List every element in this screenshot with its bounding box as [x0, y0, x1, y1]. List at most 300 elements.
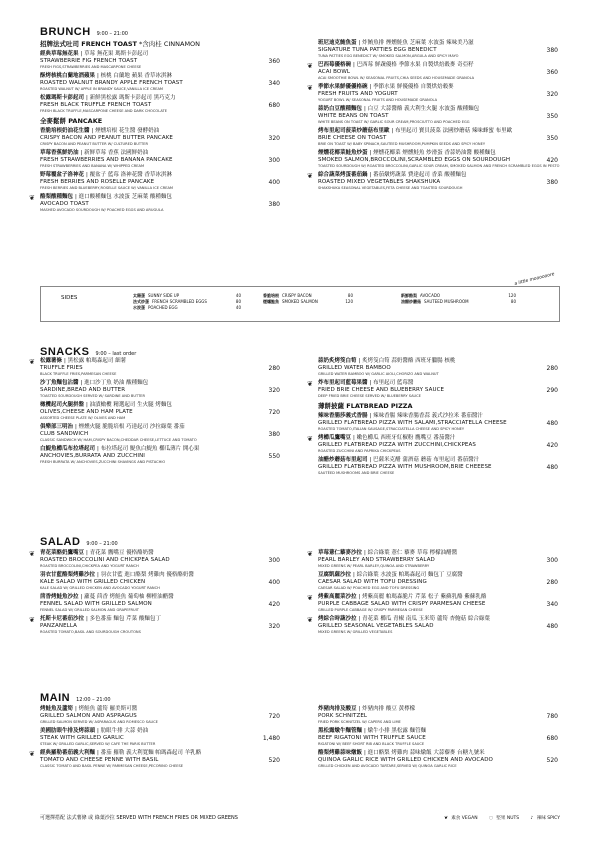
item-price: 380 — [546, 47, 558, 54]
item-desc-en: CRISPY BACON AND PEANUT BUTTER W/ CULTURED BUTTER — [40, 142, 148, 146]
side-item — [133, 305, 241, 311]
item-desc-en: SAUTÉED MUSHROOMS AND BRIE CHEESE — [318, 471, 395, 475]
menu-item — [318, 750, 558, 769]
item-price: 400 — [268, 579, 280, 586]
item-name-zh — [40, 750, 280, 757]
item-name-en: WHITE BEANS ON TOAST — [318, 113, 389, 119]
brunch-header — [40, 20, 128, 39]
item-name-en: CRISPY BACON AND PEANUT BUTTER PANCAKE — [40, 135, 174, 141]
item-name-zh — [40, 550, 280, 557]
item-name-zh — [318, 706, 558, 713]
item-name-en: CAESAR SALAD WITH TOFU DRESSING — [318, 579, 427, 585]
menu-item — [40, 51, 280, 70]
menu-item — [29, 550, 280, 569]
item-name-zh-main: 野莓覆盆子洛神花 — [40, 172, 85, 178]
item-desc-en: BRIE ON TOAST W/ BABY SPINACH,SAUTEED MUSHROOM,PUMPKIN SEEDS AND SPICY HONEY — [318, 142, 486, 146]
item-desc-en: MIXED GREENS W/ PEARL BARLEY,QUINOA AND STRAWBERRY — [318, 564, 430, 568]
item-name-zh-main: 全麥鬆餅 PANCAKE — [40, 117, 103, 125]
legend-spicy: 辣味 SPICY — [536, 816, 560, 821]
item-desc-en: BLACK TRUFFLE FRIES,PARMESAN CHEESE — [40, 372, 117, 376]
item-desc-zh: | 嫩色櫛瓜 西班牙紅椒粉 鷹嘴豆 番茄醬汁 — [353, 435, 456, 441]
side-name-en: SUNNY SIDE UP — [148, 293, 180, 298]
item-name-zh — [40, 51, 280, 58]
menu-item — [29, 750, 280, 769]
item-desc-en: ROASTED WALNUT W/ APPLE IN BRANDY SAUCE,VANILLA ICE CREAM — [40, 87, 164, 91]
snacks-time: 9:00 – last order — [95, 351, 137, 357]
item-name-zh-main: 烤鮭魚及蘆筍 — [40, 706, 74, 712]
item-name-zh-main: 酪梨酸種麵包 — [40, 194, 74, 200]
item-name-zh-main: 茴香烤鮭魚沙拉 — [40, 594, 79, 600]
item-name-zh — [40, 706, 280, 713]
item-desc-zh: | 炸鮪魚排 煙燻鮭魚 芝麻葉 水波蛋 辣味美乃滋 — [358, 40, 474, 46]
item-desc-zh: | 黑松露 帕瑪森起司 細薯 — [64, 358, 127, 364]
item-name-en: STRAWBERRIE FIG FRENCH TOAST — [40, 58, 138, 64]
item-name-zh-main: 薄餅披薩 FLATBREAD PIZZA — [318, 402, 413, 410]
item-name-zh-main: 季節水果鮮優優格碗 — [318, 84, 368, 90]
item-name-en: TOMATO AND CHEESE PENNE WITH BASIL — [40, 757, 159, 763]
leaf-icon: ❦ — [307, 62, 313, 70]
item-name-en: GRILLED WATER BAMBOO — [318, 365, 391, 371]
item-price: 280 — [268, 365, 280, 372]
leaf-icon: ❦ — [444, 816, 448, 821]
side-name-en: AVOCADO — [420, 293, 441, 298]
item-desc-zh: | 布里起司 寶貝菠菜 法國炒蘑菇 辣味蜂蜜 布里歐 — [391, 128, 513, 134]
item-desc-en: TOASTED SOURDOUGH SERVED W/ SARDINE AND BUTTER — [40, 394, 146, 398]
item-name-zh-main: 綜合蔬菜烤蛋番茄鍋 — [318, 172, 368, 178]
item-price: 1,480 — [262, 735, 280, 742]
side-price: 120 — [508, 293, 516, 298]
item-name-en: TRUFFLE FRIES — [40, 365, 83, 371]
item-price: 280 — [546, 365, 558, 372]
item-name-zh-main: 烤綜合時蔬沙拉 — [318, 616, 357, 622]
item-price: 320 — [268, 387, 280, 394]
item-name-zh-main: 托斯卡尼番茄沙拉 — [40, 616, 85, 622]
item-name-en: KALE SALAD WITH GRILLED CHICKEN — [40, 579, 146, 585]
item-price: 420 — [268, 601, 280, 608]
menu-item — [318, 402, 558, 411]
item-name-zh — [40, 402, 280, 409]
item-name-en: SMOKED SALMON,BROCCOLINI,SCRAMBLED EGGS ON SOURDOUGH — [318, 157, 511, 163]
item-price: 420 — [546, 157, 558, 164]
item-desc-en: ROASTED TOMATO,BASIL AND SOURDOUGH CROUTONS — [40, 630, 141, 634]
item-name-zh — [40, 380, 280, 387]
item-desc-en: GRILLED PURPLE CABBAGE W/ CRISPY PARMESAN CHEESE — [318, 608, 423, 612]
item-desc-en: TUNA PATTIES EGG BENEDICT W/ SMOKED SALMON,ARGULA AND SPICY MAYO — [318, 54, 459, 58]
leaf-icon: ❦ — [307, 594, 313, 602]
item-desc-zh: | 巴薩米克醋 蒲酒菇 蘑菇 布里起司 番茄醬汁 — [369, 457, 480, 463]
side-name-en: SMOKED SALMON — [282, 299, 318, 304]
menu-item — [40, 172, 280, 191]
leaf-icon: ❦ — [29, 750, 35, 758]
item-desc-en: MIXED GREENS W/ GRILLED VEGETABLES — [318, 630, 393, 634]
item-price: 350 — [546, 135, 558, 142]
item-desc-en: ACAI SMOOTHIE BOWL W/ SEASONAL FRUITS,CHIA SEEDS AND HOUSEMADE GRANOLA — [318, 76, 475, 80]
item-desc-zh: *含肉桂 CINNAMON — [139, 40, 201, 48]
item-name-en: PEARL BARLEY AND STRAWBERRY SALAD — [318, 557, 435, 563]
item-price: 480 — [546, 623, 558, 630]
snacks-title: SNACKS — [40, 346, 90, 358]
item-desc-en: SHAKSHUKA SEASONAL VEGETABLES,FETA CHEESE AND TOASTED SOURDOUGH — [318, 186, 463, 190]
item-name-zh — [40, 40, 280, 49]
brunch-title: BRUNCH — [40, 26, 91, 38]
item-name-zh — [40, 572, 280, 579]
item-desc-en: MASHED AVOCADO SOURDOUGH W/ POACHED EGGS AND ARUGULA — [40, 208, 164, 212]
item-name-zh — [318, 750, 558, 757]
item-price: 380 — [546, 179, 558, 186]
leaf-icon: ❦ — [307, 84, 313, 92]
item-desc-en: ROASTED ZUCCHINI AND PAPRIKA CHICKPEAS — [318, 449, 401, 453]
item-name-zh-main: 草莓香蕉鮮奶油 — [40, 150, 79, 156]
item-desc-zh: | 季節水果 鮮優優格 自製烘焙穀麥 — [369, 84, 454, 90]
item-name-en: GRILLED FLATBREAD PIZZA WITH ZUCCHINI,CHICKPEAS — [318, 442, 476, 448]
item-price: 420 — [546, 442, 558, 449]
menu-item — [40, 150, 280, 169]
item-desc-zh: | 白豆 大蒜醬酪 義大利生火腿 水波蛋 酸種麵包 — [364, 106, 480, 112]
leaf-icon: ❦ — [29, 616, 35, 624]
item-name-zh — [318, 572, 558, 579]
item-name-zh-main: 班尼迪克鮪魚蛋 — [318, 40, 357, 46]
brunch-time: 9:00 – 21:00 — [96, 31, 128, 37]
item-name-zh-main: 蒜奶炙烤筊白筍 — [318, 358, 357, 364]
side-name-zh: 水波蛋 — [133, 305, 145, 310]
leaf-icon: ❦ — [29, 358, 35, 366]
leaf-icon: ❦ — [307, 380, 313, 388]
item-price: 480 — [546, 464, 558, 471]
item-desc-en: FRESH BLACK TRUFFLE,MASCARPONE CHEESE AND DARK CHOCOLATE — [40, 109, 167, 113]
item-name-zh-main: 酥烤核桃白蘭地酒蘋果 — [40, 73, 96, 79]
menu-item — [40, 73, 280, 92]
item-name-zh — [40, 194, 280, 201]
item-name-en: PURPLE CABBAGE SALAD WITH CRISPY PARMESAN CHEESE — [318, 601, 486, 607]
item-name-zh-main: 豆腐凱薩沙拉 — [318, 572, 352, 578]
item-name-zh-main: 經典草莓無花果 — [40, 51, 79, 57]
item-desc-zh: | 新鮮黑松露 瑪斯卡彭起司 黑巧克力 — [86, 95, 176, 101]
menu-item — [318, 150, 558, 169]
item-desc-en: FRIED PORK SCHNITZEL W/ CAPERS AND LIME — [318, 720, 401, 724]
item-name-en: AVOCADO TOAST — [40, 201, 89, 207]
menu-item — [29, 194, 280, 213]
item-price: 300 — [268, 557, 280, 564]
item-name-zh — [40, 117, 280, 126]
item-name-zh-main: 煙燻花椰菜鮭魚炒蛋 — [318, 150, 368, 156]
side-price: 120 — [345, 299, 353, 304]
item-name-en: SARDINE,BREAD AND BUTTER — [40, 387, 126, 393]
item-desc-en: TOASTED SOURDOUGH W/ ROASTED BROCCOLINI,GARLIC SOUR CREAM, SMOKED SALMON AND FRENCH SCRAMBLED EGGS IN PESTO — [318, 164, 560, 168]
item-desc-en: FRESH FIGS,STRAWBERRIES AND MASCARPONE CHEESE — [40, 65, 142, 69]
item-price: 520 — [546, 757, 558, 764]
item-name-zh-main: 烤紫高麗菜沙拉 — [318, 594, 357, 600]
item-desc-zh: | 肋眼牛排 大蒜 奶油 — [97, 728, 149, 734]
item-desc-en: ASSORTED CHEESE PLATE W/ OLIVES AND HAM — [40, 416, 126, 420]
item-name-en: SIGNATURE TUNA PATTIES EGG BENEDICT — [318, 47, 437, 53]
item-desc-zh: | 燉牛小排 黑松露 麵管麵 — [364, 728, 427, 734]
salad-title: SALAD — [40, 536, 81, 548]
item-desc-en: KALE SALAD W/ GRILLED CHICKEN AND AVOCADO YOGURT RANCH — [40, 586, 160, 590]
item-price: 340 — [268, 80, 280, 87]
item-name-en: ROASTED MIXED VEGETABLES SHAKSHUKA — [318, 179, 441, 185]
item-name-zh — [318, 413, 558, 420]
item-name-zh-main: 酪梨烤雞蒜味燉飯 — [318, 750, 363, 756]
item-desc-zh: | 布里起司 藍莓醬 — [369, 380, 414, 386]
item-name-zh-main: 油醋炒蘑菇布里起司 — [318, 457, 368, 463]
sides-box — [40, 272, 560, 322]
item-name-zh — [40, 172, 280, 179]
item-name-en: FRESH BERRIES AND ROSELLE PANCAKE — [40, 179, 155, 185]
item-desc-zh: | 烤紫高麗 帕瑪森脆片 芹菜 松子 紫蘇乳酪 紫蘇乳酪 — [358, 594, 487, 600]
menu-item — [307, 616, 558, 635]
item-name-zh — [318, 358, 558, 365]
menu-item — [40, 128, 280, 147]
item-name-en: ROASTED WALNUT BRANDY APPLE FRENCH TOAST — [40, 80, 183, 86]
menu-item — [307, 435, 558, 454]
side-name-en: POACHED EGG — [148, 305, 178, 310]
item-name-zh-main: 美國肋眼牛排及烤蒜頭 — [40, 728, 96, 734]
item-desc-zh: | 煙燻火腿 脆脆培根 巧達起司 沙拉綠葉 番茄 — [75, 424, 185, 430]
item-desc-zh: | 綜合綠葉 薏仁 藜麥 草莓 檸檬油醋醬 — [364, 550, 458, 556]
side-item — [401, 299, 516, 305]
side-name-zh: 油醋炒蘑菇 — [401, 299, 421, 304]
menu-item — [40, 572, 280, 591]
item-name-en: ROASTED BROCCOLINI AND CHICKPEA SALAD — [40, 557, 170, 563]
item-desc-zh: | 青花菜 鷹嘴豆 優格酪奶醬 — [86, 550, 154, 556]
item-desc-zh: | 蘿蔓 茴香 烤鮭魚 葡萄柚 柳橙油醋醬 — [80, 594, 174, 600]
item-name-en: GRILLED SEASONAL VEGETABLES SALAD — [318, 623, 434, 629]
snacks-left-col — [29, 358, 280, 468]
item-name-zh — [40, 95, 280, 102]
item-name-zh — [40, 150, 280, 157]
item-name-zh — [40, 594, 280, 601]
item-name-en: PANZANELLA — [40, 623, 77, 629]
item-price: 360 — [268, 58, 280, 65]
item-name-zh-main: 松露瑪斯卡彭起司 — [40, 95, 85, 101]
item-desc-en: FRESH BERRIES AND BLUEBERRY,ROSELLE SAUCE W/ VANILLA ICE CREAM — [40, 186, 174, 190]
menu-item — [318, 106, 558, 125]
item-price: 780 — [546, 713, 558, 720]
menu-item — [318, 572, 558, 591]
menu-item — [307, 172, 558, 191]
item-price: 550 — [268, 453, 280, 460]
item-price: 680 — [546, 735, 558, 742]
item-desc-zh: | 綜合綠葉 水波蛋 帕瑪森起司 麵包丁 豆腐醬 — [353, 572, 463, 578]
footer-note: 可選擇搭配 法式薯條 或 綠葉沙拉 SERVED WITH FRENCH FRIES OR MIXED GREENS — [40, 815, 238, 821]
menu-item — [40, 95, 280, 114]
item-desc-en: RIGATONI W/ BEEF SHORT RIB AND BLACK TRUFFLE SAUCE — [318, 742, 425, 746]
item-price: 320 — [546, 91, 558, 98]
item-name-zh-main: 巴西莓優格碗 — [318, 62, 352, 68]
side-price: 40 — [235, 293, 241, 298]
item-desc-en: YOGURT BOWL W/ SEASONAL FRUITS AND HOUSEMADE GRANOLA — [318, 98, 438, 102]
item-price: 680 — [268, 102, 280, 109]
main-right-col — [318, 706, 558, 772]
item-name-zh — [318, 435, 558, 442]
item-name-zh-main: 草莓薏仁藜麥沙拉 — [318, 550, 363, 556]
snacks-right-col — [307, 358, 558, 479]
legend — [434, 815, 560, 821]
item-desc-zh: | 辣味香腸 辣味香腸香蒜 義式沙拉米 番茄醬汁 — [369, 413, 483, 419]
menu-item — [318, 457, 558, 476]
item-desc-en: STEAK W/ GRILLED GARLIC,SERVED W/ CAFE THE PARIS BUTTER — [40, 742, 156, 746]
item-name-zh-main: 辣味香腸莎義式香腸 — [318, 413, 368, 419]
menu-item — [307, 594, 558, 613]
item-price: 300 — [546, 557, 558, 564]
menu-item — [307, 550, 558, 569]
item-name-zh — [318, 106, 558, 113]
main-header — [40, 686, 111, 705]
sides-col-1 — [133, 293, 241, 311]
salad-left-col — [29, 550, 280, 638]
item-price: 340 — [546, 601, 558, 608]
leaf-icon: ❦ — [307, 172, 313, 180]
item-name-zh — [40, 424, 280, 431]
item-name-zh — [318, 172, 558, 179]
item-name-zh — [318, 457, 558, 464]
item-name-zh-main: 松露薯條 — [40, 358, 63, 364]
item-name-en: QUINOA GARLIC RICE WITH GRILLED CHICKEN AND AVOCADO — [318, 757, 493, 763]
item-desc-zh: | 番茄 羅勒 義大利寬麵 帕瑪森起司 羊乳酪 — [97, 750, 202, 756]
item-name-zh — [318, 150, 558, 157]
main-time: 12:00 – 21:00 — [76, 697, 111, 703]
item-desc-zh: | 核桃 白蘭地 蘋果 香草冰淇淋 — [97, 73, 172, 79]
item-desc-en: GRILLED WATER BAMBOO W/ GARLIC AIOLI,CHORIZO AND WALNUT — [318, 372, 439, 376]
side-price: 80 — [235, 299, 241, 304]
item-name-zh — [40, 73, 280, 80]
menu-item — [318, 706, 558, 725]
legend-vegan: 素食 VEGAN — [451, 816, 478, 821]
legend-nuts: 堅果 NUTS — [496, 816, 520, 821]
item-name-zh — [318, 550, 558, 557]
sides-col-3 — [401, 293, 516, 305]
leaf-icon: ❦ — [29, 194, 35, 202]
item-name-en: FRIED BRIE CHEESE AND BLUEBERRY SAUCE — [318, 387, 445, 393]
item-desc-zh: | 巴西莓 鮮蔬優格 季節水果 自製烘焙穀麥 奇亞籽 — [353, 62, 474, 68]
item-name-zh — [318, 728, 558, 735]
item-desc-en: FENNEL SALAD W/ GRILLED SALMON AND GRAPEFRUIT — [40, 608, 139, 612]
item-name-zh — [318, 616, 558, 623]
snacks-header — [40, 340, 136, 359]
side-name-zh: 太陽蛋 — [133, 293, 145, 298]
item-desc-zh: | 煙燻花椰菜 煙燻鮭魚 炒滑蛋 香蒜奶油醬 酸種麵包 — [369, 150, 496, 156]
menu-item — [40, 402, 280, 421]
sides-title: SIDES — [61, 295, 78, 301]
salad-time: 9:00 – 21:00 — [86, 541, 118, 547]
menu-item — [307, 62, 558, 81]
item-desc-zh: | 進口酪梨 烤雞肉 蒜味燉飯 大蒜藜麥 台糖九號米 — [364, 750, 485, 756]
menu-item — [318, 413, 558, 432]
item-desc-en: CLASSIC TOMATO AND BASIL PENNE W/ PARMESAN CHEESE,PECORINO CHEESE — [40, 764, 184, 768]
item-name-zh — [40, 616, 280, 623]
item-desc-en: DEEP FRIED BRIE CHEESE SERVED W/ BLUEBERRY SAUCE — [318, 394, 421, 398]
menu-item — [40, 40, 280, 49]
item-desc-en: FRESH BURRATA W/ ANCHOVIES,ZUCCHINI SHAVINGS AND PISTACHIO — [40, 460, 166, 464]
brunch-left-col — [29, 40, 280, 216]
menu-item — [307, 380, 558, 399]
menu-item — [29, 358, 280, 377]
item-name-en: FRESH BLACK TRUFFLE FRENCH TOAST — [40, 102, 152, 108]
leaf-icon: ❦ — [307, 550, 313, 558]
item-name-zh-main: 招牌法式吐司 FRENCH TOAST — [40, 40, 137, 48]
item-desc-zh: | 草莓 無花果 瑪斯卡彭起司 — [80, 51, 149, 57]
menu-item — [29, 616, 280, 635]
sides-col-2 — [263, 293, 353, 305]
item-name-en: BEEF RIGATONI WITH TRUFFLE SAUCE — [318, 735, 426, 741]
side-name-zh: 新鮮酪梨 — [401, 293, 417, 298]
side-name-zh: 煙燻鮭魚 — [263, 299, 279, 304]
item-desc-zh: | 進口沙丁魚 奶油 酸種麵包 — [80, 380, 149, 386]
item-price: 400 — [268, 179, 280, 186]
item-name-zh-main: 白鯷魚櫛瓜布拉塔起司 — [40, 446, 96, 452]
item-desc-zh: | 布拉塔起司 鯷魚白鯷魚 櫛瓜薄片 開心果 — [97, 446, 200, 452]
item-desc-zh: | 羽衣甘藍 進口酪梨 烤雞肉 優格酪奶醬 — [97, 572, 194, 578]
item-price: 360 — [546, 69, 558, 76]
side-name-en: FRENCH SCRAMBLED EGGS — [152, 299, 207, 304]
side-price: 40 — [235, 305, 241, 310]
item-name-zh — [318, 402, 558, 411]
salad-header — [40, 530, 118, 549]
item-desc-en: CAESAR SALAD W/ POACHED EGG AND TOFU DRESSING — [318, 586, 420, 590]
item-name-en: CLUB SANDWICH — [40, 431, 89, 437]
item-price: 320 — [268, 623, 280, 630]
item-name-en: ANCHOVIES,BURRATA AND ZUCCHINI — [40, 453, 146, 459]
item-name-zh-main: 炸布里起司藍莓果醬 — [318, 380, 368, 386]
side-price: 80 — [347, 293, 353, 298]
side-name-zh: 香脆培根 — [263, 293, 279, 298]
leaf-icon: ❦ — [307, 616, 313, 624]
item-name-zh-main: 蒜奶白豆酸種麵包 — [318, 106, 363, 112]
item-price: 380 — [268, 201, 280, 208]
item-name-en: FRESH FRUITS AND YOGURT — [318, 91, 398, 97]
item-name-zh — [40, 446, 280, 453]
chili-icon: ♪ — [530, 816, 534, 821]
item-name-zh — [318, 128, 558, 135]
item-name-zh — [318, 62, 558, 69]
item-name-en: PORK SCHNITZEL — [318, 713, 368, 719]
item-price: 350 — [546, 113, 558, 120]
item-price: 720 — [268, 713, 280, 720]
item-desc-en: FRESH STRAWBERRIES AND BANANA W/ WHIPPED CREAM — [40, 164, 145, 168]
item-name-zh — [318, 40, 558, 47]
item-name-en: BRIE CHEESE ON TOAST — [318, 135, 387, 141]
item-name-en: OLIVES,CHEESE AND HAM PLATE — [40, 409, 133, 415]
menu-item — [318, 358, 558, 377]
item-desc-en: ROASTED TOMATO,ITALIAN SAUSAGE,STRACCIATELLA CHEESE AND SPICY HONEY — [318, 427, 465, 431]
menu-item — [40, 594, 280, 613]
item-price: 520 — [268, 757, 280, 764]
main-left-col — [29, 706, 280, 772]
item-desc-zh: | 進口酸種麵包 水波蛋 芝麻葉 酸種麵包 — [75, 194, 172, 200]
item-name-zh — [40, 358, 280, 365]
item-name-zh — [40, 128, 280, 135]
menu-item — [40, 117, 280, 126]
item-desc-en: WHITE BEANS ON TOAST W/ GARLIC SOUR CREAM,PROSCIUTTO AND POACHED EGG — [318, 120, 470, 124]
item-name-zh — [40, 728, 280, 735]
menu-item — [307, 84, 558, 103]
menu-item — [40, 728, 280, 747]
item-name-en: GRILLED FLATBREAD PIZZA WITH SALAMI,STRACCIATELLA CHEESE — [318, 420, 507, 426]
salad-right-col — [307, 550, 558, 638]
item-name-zh-main: 經典羅勒番茄義大利麵 — [40, 750, 96, 756]
menu-item — [40, 706, 280, 725]
item-name-zh-main: 青花菜酪奶鷹嘴豆 — [40, 550, 85, 556]
item-price: 320 — [268, 135, 280, 142]
item-price: 300 — [268, 157, 280, 164]
sides-tagline: a little moooooore — [513, 272, 555, 287]
item-name-en: GRILLED SALMON AND ASPRAGUS — [40, 713, 137, 719]
menu-item — [40, 424, 280, 443]
item-desc-en: ROASTED BROCCOLINI,CHICKPEA AND YOGURT RANCH — [40, 564, 139, 568]
item-desc-zh: | 新鮮草莓 香蕉 法國鮮奶油 — [80, 150, 149, 156]
item-name-en: FRESH STRAWBERRIES AND BANANA PANCAKE — [40, 157, 173, 163]
item-desc-zh: | 煙燻培根 花生醬 發酵奶油 — [91, 128, 160, 134]
